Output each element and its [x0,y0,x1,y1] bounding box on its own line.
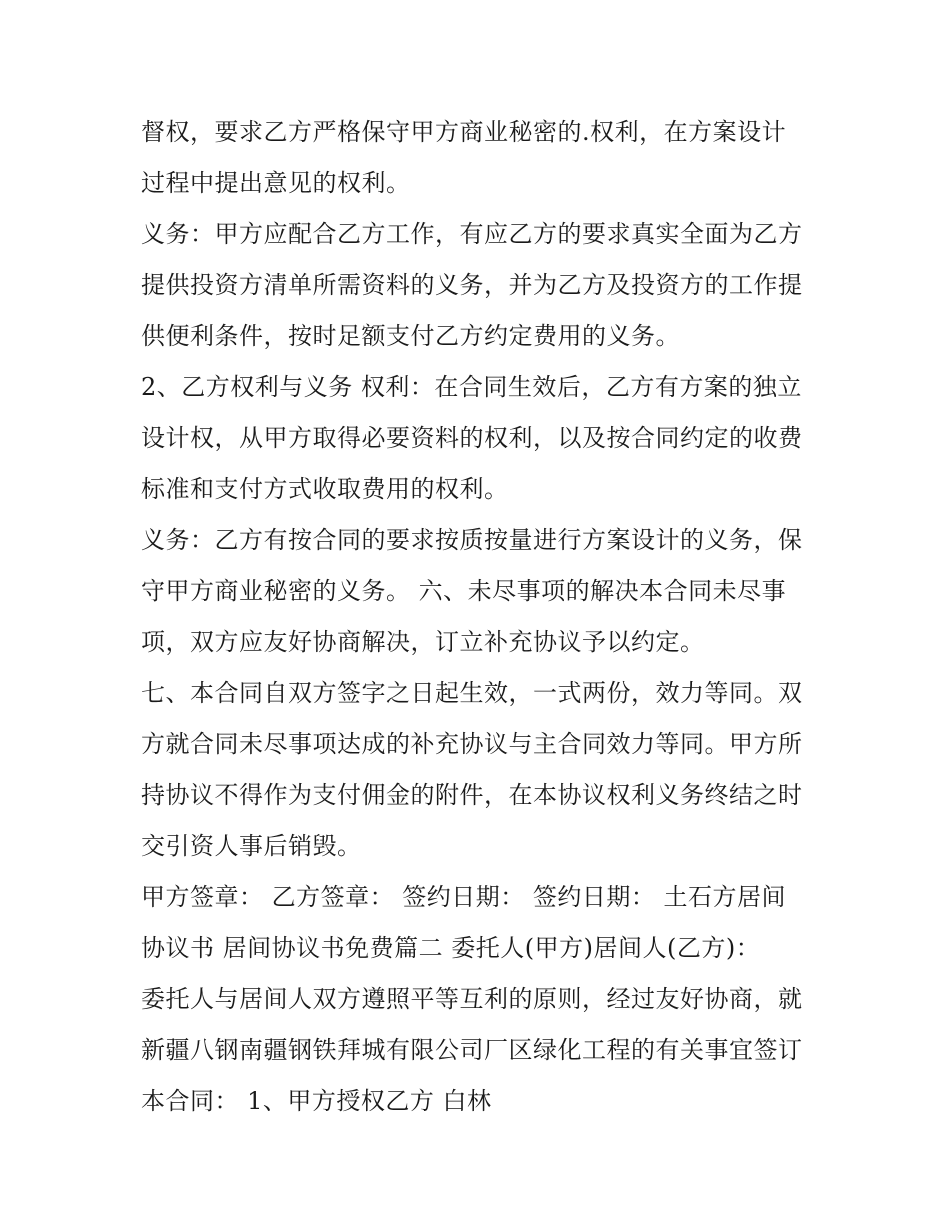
text-line: 标准和支付方式收取费用的权利。 [141,475,509,503]
document-body [141,107,821,1127]
text-line: 提供投资方清单所需资料的义务，并为乙方及投资方的工作提 [141,271,803,299]
text-line: 供便利条件，按时足额支付乙方约定费用的义务。 [141,322,680,350]
text-line: 七、本合同自双方签字之日起生效，一式两份，效力等同。双 [141,679,803,707]
text-line: 本合同： 1、甲方授权乙方 白林 [141,1087,492,1115]
text-line: 义务：甲方应配合乙方工作，有应乙方的要求真实全面为乙方 [141,220,803,248]
text-line: 持协议不得作为支付佣金的附件，在本协议权利义务终结之时 [141,781,803,809]
text-line: 项，双方应友好协商解决，订立补充协议予以约定。 [141,628,705,656]
text-line: 设计权，从甲方取得必要资料的权利，以及按合同约定的收费 [141,424,803,452]
text-line: 督权，要求乙方严格保守甲方商业秘密的.权利，在方案设计 [141,118,787,146]
text-line: 过程中提出意见的权利。 [141,169,411,197]
text-line: 甲方签章： 乙方签章： 签约日期： 签约日期： 土石方居间 [141,883,787,911]
text-line: 委托人与居间人双方遵照平等互利的原则，经过友好协商，就 [141,985,803,1013]
text-line: 协议书 居间协议书免费篇二 委托人(甲方)居间人(乙方)： [141,934,761,962]
text-line: 方就合同未尽事项达成的补充协议与主合同效力等同。甲方所 [141,730,803,758]
text-line: 义务：乙方有按合同的要求按质按量进行方案设计的义务，保 [141,526,803,554]
text-line: 2、乙方权利与义务 权利：在合同生效后，乙方有方案的独立 [141,373,802,401]
text-line: 守甲方商业秘密的义务。 六、未尽事项的解决本合同未尽事 [141,577,787,605]
text-line: 新疆八钢南疆钢铁拜城有限公司厂区绿化工程的有关事宜签订 [141,1036,803,1064]
text-line: 交引资人事后销毁。 [141,832,362,860]
